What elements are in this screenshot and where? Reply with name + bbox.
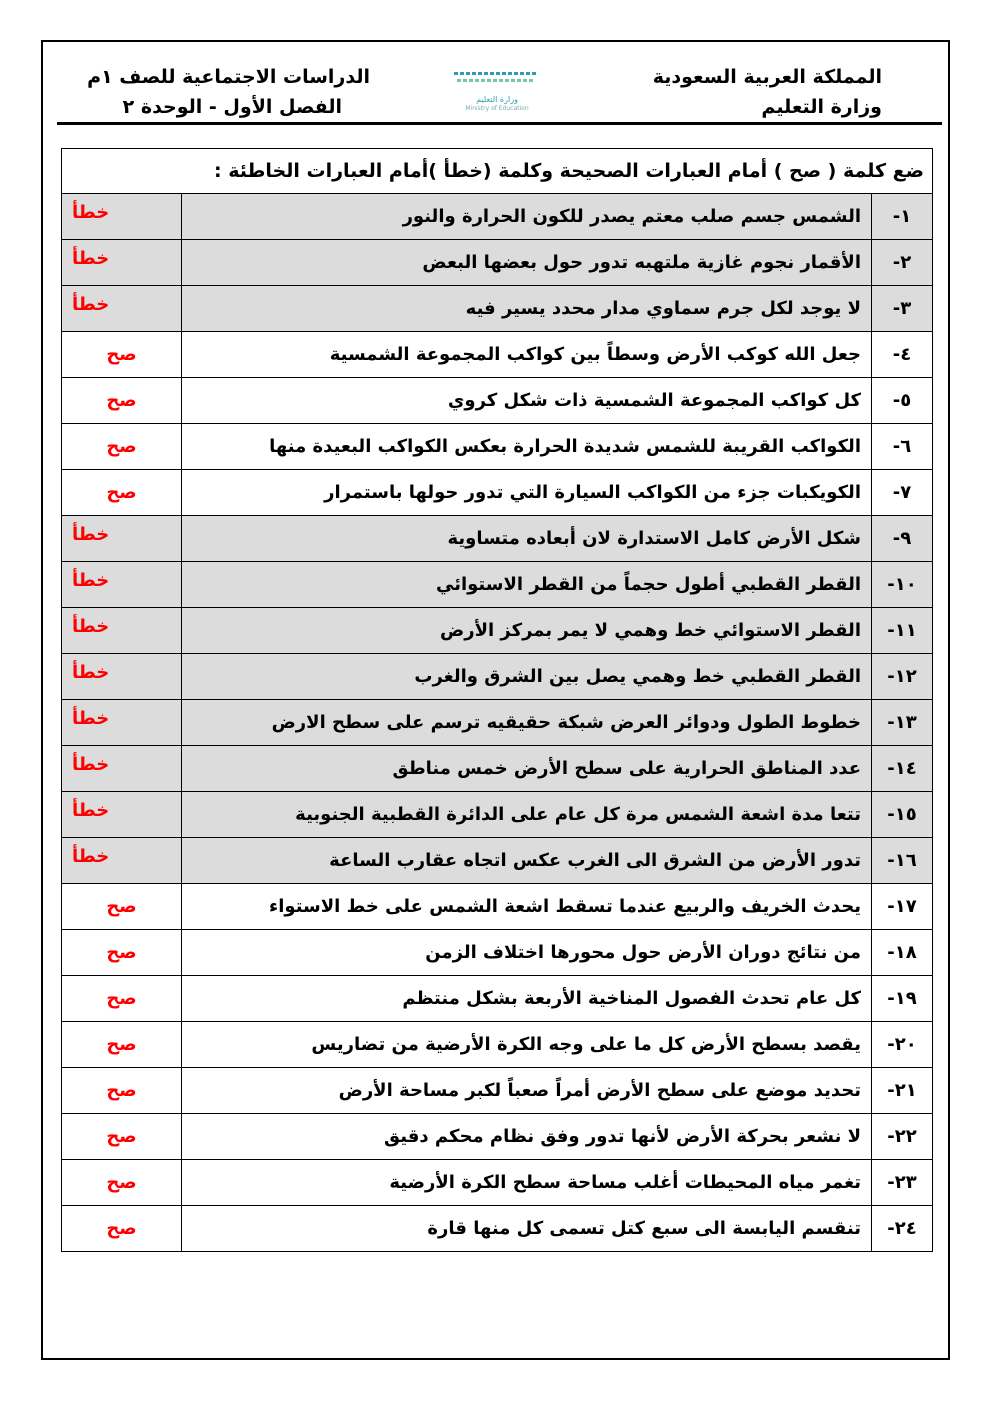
question-number: ٢٣-: [872, 1160, 933, 1206]
question-number: ٢٠-: [872, 1022, 933, 1068]
answer-cell: صح: [62, 884, 182, 930]
question-number: ٢-: [872, 240, 933, 286]
table-row: [62, 240, 933, 286]
statement-text: لا يوجد لكل جرم سماوي مدار محدد يسير فيه: [182, 286, 872, 332]
question-number: ٦-: [872, 424, 933, 470]
table-row: [62, 884, 933, 930]
answer-cell: خطأ: [62, 608, 182, 654]
question-number: ٢٤-: [872, 1206, 933, 1252]
logo-mark-icon: [452, 68, 542, 88]
statement-text: القطر الاستوائي خط وهمي لا يمر بمركز الأرض: [182, 608, 872, 654]
question-number: ١-: [872, 194, 933, 240]
table-row: [62, 562, 933, 608]
statement-text: الأقمار نجوم غازية ملتهبه تدور حول بعضها البعض: [182, 240, 872, 286]
statement-text: يقصد بسطح الأرض كل ما على وجه الكرة الأرضية من تضاريس: [182, 1022, 872, 1068]
answer-cell: خطأ: [62, 516, 182, 562]
statement-text: جعل الله كوكب الأرض وسطاً بين كواكب المجموعة الشمسية: [182, 332, 872, 378]
answer-cell: صح: [62, 930, 182, 976]
question-number: ١٦-: [872, 838, 933, 884]
question-number: ١٤-: [872, 746, 933, 792]
instructions-row: [62, 149, 933, 194]
table-row: [62, 286, 933, 332]
statement-text: كل كواكب المجموعة الشمسية ذات شكل كروي: [182, 378, 872, 424]
answer-cell: خطأ: [62, 240, 182, 286]
answer-cell: صح: [62, 1022, 182, 1068]
answer-cell: صح: [62, 378, 182, 424]
statement-text: يحدث الخريف والربيع عندما تسقط اشعة الشمس على خط الاستواء: [182, 884, 872, 930]
answer-cell: خطأ: [62, 792, 182, 838]
table-row: [62, 976, 933, 1022]
table-row: [62, 1160, 933, 1206]
answer-cell: صح: [62, 1068, 182, 1114]
table-row: [62, 378, 933, 424]
answer-cell: خطأ: [62, 286, 182, 332]
statement-text: الكويكبات جزء من الكواكب السيارة التي تدور حولها باستمرار: [182, 470, 872, 516]
table-row: [62, 424, 933, 470]
question-number: ١١-: [872, 608, 933, 654]
table-row: [62, 1068, 933, 1114]
answer-cell: صح: [62, 470, 182, 516]
answer-cell: صح: [62, 332, 182, 378]
question-number: ٩-: [872, 516, 933, 562]
table-row: [62, 654, 933, 700]
header-divider: [57, 122, 942, 125]
table-row: [62, 516, 933, 562]
question-number: ٥-: [872, 378, 933, 424]
table-row: [62, 930, 933, 976]
question-number: ١٠-: [872, 562, 933, 608]
table-row: [62, 470, 933, 516]
answer-cell: خطأ: [62, 562, 182, 608]
question-number: ١٢-: [872, 654, 933, 700]
statement-text: لا نشعر بحركة الأرض لأنها تدور وفق نظام محكم دقيق: [182, 1114, 872, 1160]
question-number: ٧-: [872, 470, 933, 516]
answer-cell: خطأ: [62, 746, 182, 792]
question-number: ١٨-: [872, 930, 933, 976]
question-number: ٤-: [872, 332, 933, 378]
table-row: [62, 194, 933, 240]
question-number: ١٧-: [872, 884, 933, 930]
statement-text: الكواكب القريبة للشمس شديدة الحرارة بعكس الكواكب البعيدة منها: [182, 424, 872, 470]
statement-text: عدد المناطق الحرارية على سطح الأرض خمس مناطق: [182, 746, 872, 792]
table-row: [62, 1114, 933, 1160]
answer-cell: صح: [62, 424, 182, 470]
statement-text: الشمس جسم صلب معتم يصدر للكون الحرارة والنور: [182, 194, 872, 240]
statement-text: تغمر مياه المحيطات أغلب مساحة سطح الكرة الأرضية: [182, 1160, 872, 1206]
table-row: [62, 1206, 933, 1252]
table-row: [62, 608, 933, 654]
header-right: [582, 62, 882, 122]
statement-text: القطر القطبي خط وهمي يصل بين الشرق والغرب: [182, 654, 872, 700]
statement-text: كل عام تحدث الفصول المناخية الأربعة بشكل منتظم: [182, 976, 872, 1022]
question-number: ٢٢-: [872, 1114, 933, 1160]
question-number: ٣-: [872, 286, 933, 332]
answer-cell: خطأ: [62, 700, 182, 746]
question-number: ٢١-: [872, 1068, 933, 1114]
table-row: [62, 700, 933, 746]
ministry-name: وزارة التعليم: [761, 96, 882, 118]
answer-cell: خطأ: [62, 838, 182, 884]
statement-text: تحديد موضع على سطح الأرض أمراً صعباً لكبر مساحة الأرض: [182, 1068, 872, 1114]
question-number: ١٣-: [872, 700, 933, 746]
statement-text: خطوط الطول ودوائر العرض شبكة حقيقيه ترسم على سطح الارض: [182, 700, 872, 746]
table-row: [62, 792, 933, 838]
answer-cell: صح: [62, 1114, 182, 1160]
question-number: ١٩-: [872, 976, 933, 1022]
statement-text: تتعا مدة اشعة الشمس مرة كل عام على الدائرة القطبية الجنوبية: [182, 792, 872, 838]
answer-cell: صح: [62, 1206, 182, 1252]
instructions-text: ضع كلمة ( صح ) أمام العبارات الصحيحة وكلمة (خطأ )أمام العبارات الخاطئة :: [62, 149, 933, 194]
table-row: [62, 746, 933, 792]
ministry-logo: [452, 68, 542, 110]
statement-text: تدور الأرض من الشرق الى الغرب عكس اتجاه عقارب الساعة: [182, 838, 872, 884]
header-left: [70, 62, 370, 122]
country-name: المملكة العربية السعودية: [652, 66, 882, 88]
answer-cell: صح: [62, 1160, 182, 1206]
answer-cell: صح: [62, 976, 182, 1022]
statement-text: تنقسم اليابسة الى سبع كتل تسمى كل منها قارة: [182, 1206, 872, 1252]
true-false-table: [61, 148, 933, 1252]
statement-text: القطر القطبي أطول حجماً من القطر الاستوائي: [182, 562, 872, 608]
answer-cell: خطأ: [62, 654, 182, 700]
answer-cell: خطأ: [62, 194, 182, 240]
logo-text: وزارة التعليم: [476, 95, 518, 104]
table-row: [62, 332, 933, 378]
table-row: [62, 838, 933, 884]
subject-title: الدراسات الاجتماعية للصف ١م: [87, 66, 370, 88]
table-row: [62, 1022, 933, 1068]
question-number: ١٥-: [872, 792, 933, 838]
unit-title: الفصل الأول - الوحدة ٢: [122, 96, 342, 118]
statement-text: من نتائج دوران الأرض حول محورها اختلاف الزمن: [182, 930, 872, 976]
statement-text: شكل الأرض كامل الاستدارة لان أبعاده متساوية: [182, 516, 872, 562]
logo-subtitle: Ministry of Education: [465, 105, 529, 112]
